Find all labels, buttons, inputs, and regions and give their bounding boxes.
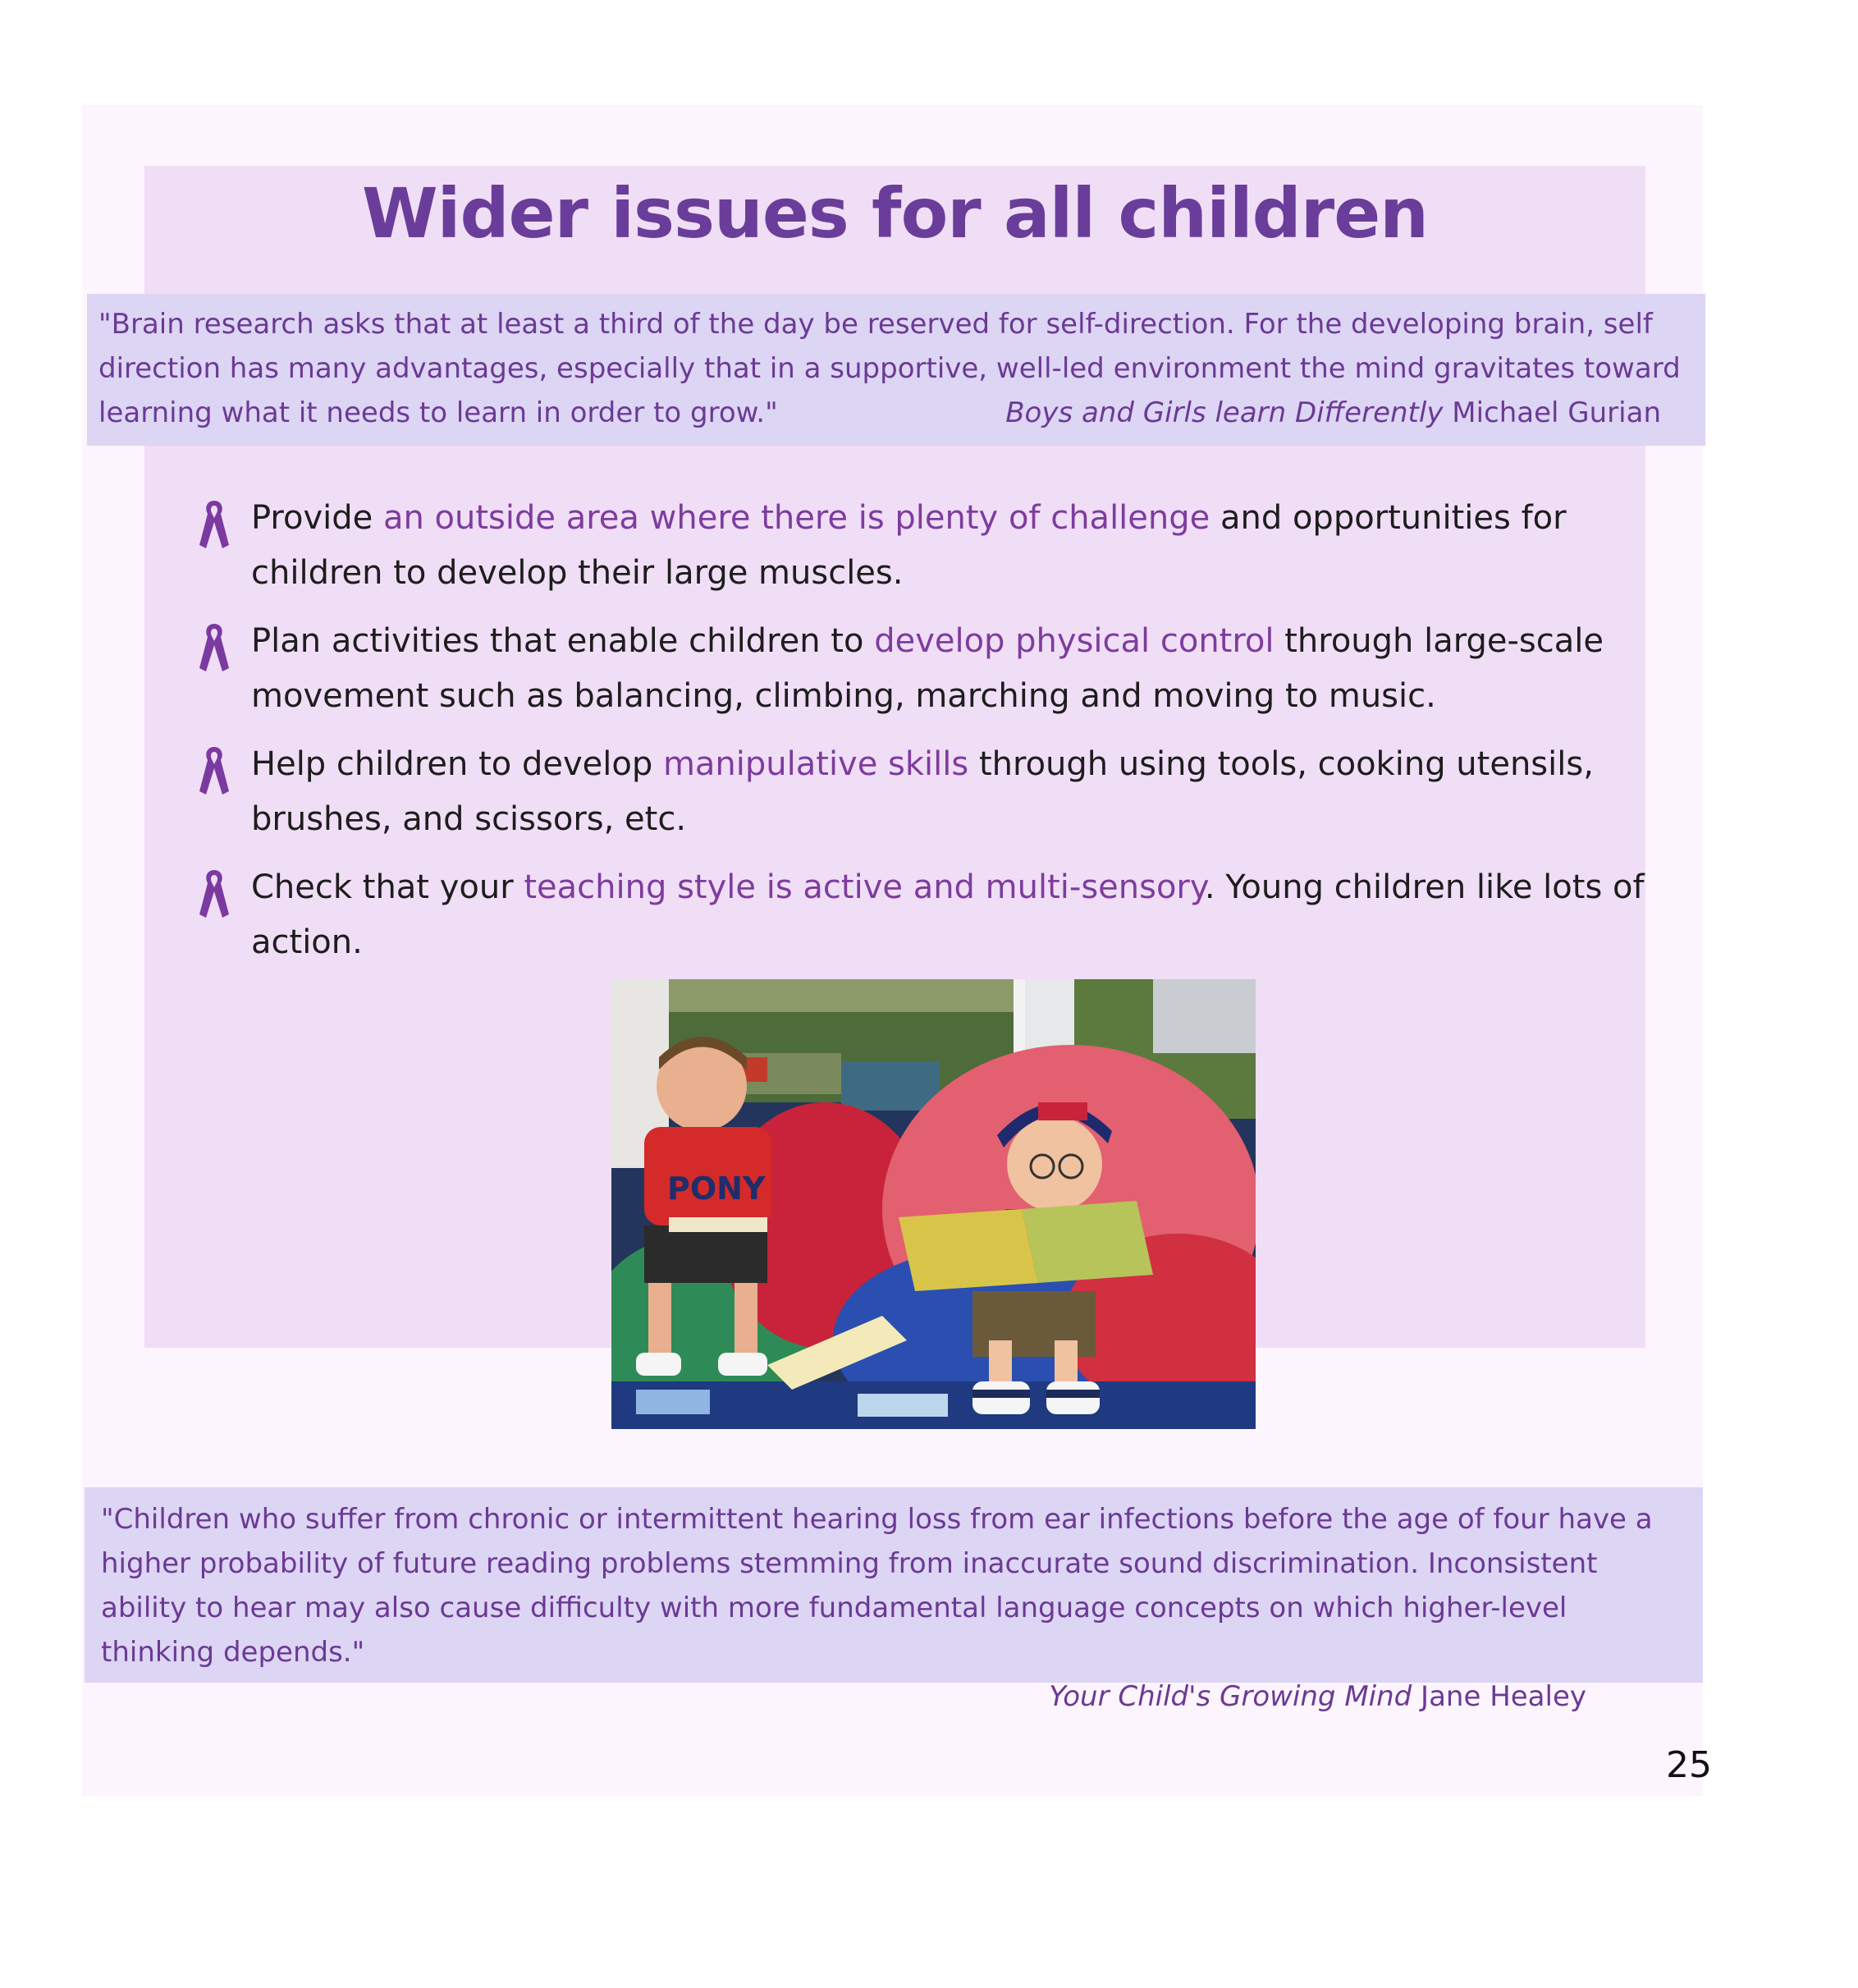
bullet-text-after: and opportunities for children to develop their large muscles. (251, 499, 1567, 592)
quote-text: "Brain research asks that at least a third of the day be reserved for self-direction. For the developing brain, self direction has many advantages, especially that in a supportive, well-led environment the mind gravitates toward learning what it needs to learn in order to grow." (98, 308, 1681, 429)
page-title: Wider issues for all children (362, 173, 1428, 254)
list-item (197, 614, 1650, 724)
bullet-list (197, 491, 1650, 983)
bullet-text-before: Provide (251, 499, 383, 537)
ribbon-icon (197, 744, 231, 798)
list-item (197, 860, 1650, 970)
bullet-highlight: develop physical control (874, 622, 1275, 660)
bullet-text-before: Check that your (251, 868, 524, 906)
ribbon-icon (197, 621, 231, 675)
bullet-highlight: teaching style is active and multi-sensory (524, 868, 1205, 906)
ribbon-icon (197, 497, 231, 552)
ribbon-icon (197, 867, 231, 921)
quote-box-brain-research (87, 294, 1705, 446)
quote-source-title: Your Child's Growing Mind (1049, 1680, 1412, 1713)
bullet-text-after: through using tools, cooking utensils, brushes, and scissors, etc. (251, 745, 1594, 838)
list-item (197, 737, 1650, 847)
quote-text: "Children who suffer from chronic or intermittent hearing loss from ear infections before the age of four have a higher probability of future reading problems stemming from inaccurate sound discrimination. Inconsistent ability to hear may also cause difficulty with more fundamental language concepts on which higher-level thinking depends." (101, 1503, 1653, 1669)
bullet-text-after: through large-scale movement such as balancing, climbing, marching and moving to music. (251, 622, 1604, 715)
bullet-highlight: an outside area where there is plenty of challenge (382, 499, 1210, 537)
page-number: 25 (1666, 1744, 1712, 1786)
bullet-highlight: manipulative skills (662, 745, 969, 783)
photo-children-reading (611, 979, 1256, 1429)
list-item (197, 491, 1650, 601)
quote-source-title: Boys and Girls learn Differently (1005, 396, 1444, 429)
bullet-text-before: Help children to develop (251, 745, 663, 783)
quote-source (101, 1674, 1678, 1719)
quote-source-author: Michael Gurian (1443, 396, 1661, 429)
quote-box-hearing-loss (85, 1487, 1703, 1713)
bullet-text-before: Plan activities that enable children to (251, 622, 875, 660)
photo-illustration (611, 979, 1256, 1429)
quote-source-author: Jane Healey (1412, 1680, 1586, 1713)
bullet-text-after: . Young children like lots of action. (251, 868, 1645, 961)
shirt-text: PONY (667, 1170, 766, 1207)
